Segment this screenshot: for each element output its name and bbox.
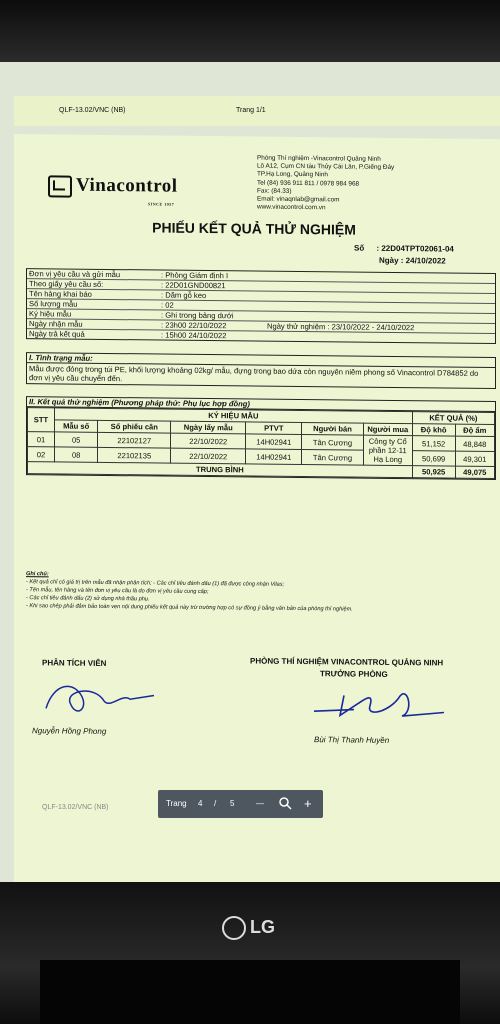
table-row: 01 05 22102127 22/10/2022 14H02941 Tân Cương Công ty Cổ phần 12-11 Hạ Long 51,152 48,848 [28, 432, 495, 452]
analyst-name: Nguyễn Hồng Phong [32, 726, 107, 736]
lg-circle-icon [222, 916, 246, 940]
page-indicator: Trang 1/1 [236, 107, 266, 114]
zoom-search-icon[interactable] [278, 796, 292, 810]
footer-form-code: QLF-13.02/VNC (NB) [42, 804, 109, 811]
info-row: Ngày trả kết quả : 15h00 24/10/2022 [29, 329, 227, 341]
info-row: Theo giấy yêu cầu số: : 22D01GND00821 [27, 279, 495, 294]
page-total: 5 [230, 799, 235, 808]
info-row: Ngày nhận mẫu : 23h00 22/10/2022 Ngày thử nghiệm : 23/10/2022 - 24/10/2022 [27, 319, 495, 334]
head-title: TRƯỞNG PHÒNG [320, 669, 388, 679]
previous-page-footer [14, 96, 500, 126]
page-separator: / [214, 799, 217, 808]
table-row: 02 08 22102135 22/10/2022 14H02941 Tân Cương 50,699 49,301 [28, 447, 495, 467]
zoom-out-button[interactable]: — [256, 799, 264, 808]
info-row: Số lượng mẫu : 02 [27, 299, 495, 314]
analyst-title: PHÂN TÍCH VIÊN [42, 658, 107, 668]
notes: Ghi chú: - Kết quả chỉ có giá trị trên mẫu đã nhận phân tích; - Các chỉ tiêu đánh dấu (1) đã được công nhận Vilas; - Tên mẫu, tên hàng và tên đơn vị yêu cầu là do đơn vị yêu cầu cung cấp; - Các chỉ tiêu đánh dấu (2) sử dụng nhà thầu phụ. - Khi sao chép phải đảm bảo toàn vẹn nội dung phiếu kết quả này trừ trường hợp có sự đồng ý bằng văn bản của phòng thí nghiệm. [26, 571, 353, 613]
average-row: TRUNG BÌNH 50,925 49,075 [28, 462, 495, 479]
monitor-bezel-top [0, 0, 500, 62]
head-name: Bùi Thị Thanh Huyền [314, 735, 390, 745]
document-page [14, 134, 500, 882]
letterhead [14, 152, 494, 227]
lab-address: Phòng Thí nghiệm -Vinacontrol Quảng Ninh Lô A12, Cụm CN tàu Thủy Cái Lân, P.Giếng Đáy TP.Hạ Long, Quảng Ninh Tel (84) 936 911 811 / 0978 984 968 Fax: (84.33) Email: vinaqnlab@gmail.com www.vinacontrol.com.vn [257, 154, 395, 212]
zoom-in-button[interactable]: + [304, 796, 312, 811]
sample-info [26, 268, 496, 344]
page-current-input[interactable]: 4 [198, 799, 203, 808]
lg-logo: LG [222, 916, 275, 940]
results-table: STT KÝ HIỆU MẪU KẾT QUẢ (%) Mẫu số Số phiếu cân Ngày lấy mẫu PTVT Người bán Người mua Độ khô Độ ẩm 01 05 22102127 22/10/2022 14H02941 Tân Cương Công ty Cổ phần 12-11 Hạ Long 51,152 48,848 02 08 22102135 22/10/2022 14H02941 Tân Cương 50,699 49,301 TRUNG BÌNH 50,925 49,075 [27, 407, 495, 479]
results-section: II. Kết quả thử nghiệm (Phương pháp thử: Phụ lục hợp đồng) STT KÝ HIỆU MẪU KẾT QUẢ (%) Mẫu số Số phiếu cân Ngày lấy mẫu PTVT Người bán Người mua Độ khô Độ ẩm 01 05 22102127 22/10/2022 14H02941 Tân Cương Công ty Cổ phần 12-11 Hạ Long 51,152 48,848 02 08 22102135 22/10/2022 14H02941 Tân Cương 50,699 49,301 TRUNG BÌNH 50,925 49,075 [26, 396, 496, 480]
pdf-toolbar [158, 790, 323, 818]
monitor-bezel-bottom [0, 882, 500, 1024]
screen [0, 62, 500, 882]
analyst-signature [34, 672, 164, 723]
page-label: Trang [166, 799, 187, 808]
info-row: Ký hiệu mẫu : Ghi trong bảng dưới [27, 309, 495, 324]
sample-condition: I. Tình trạng mẫu: Mẫu được đóng trong túi PE, khối lượng khoảng 02kg/ mẫu, đựng trong bao dứa còn nguyên niêm phong số Vinacontrol D784852 do đơn vị yêu cầu chuyển đến. [26, 352, 496, 389]
vinacontrol-logo: Vinacontrol SINCE 1957 [48, 174, 178, 198]
lab-title: PHÒNG THÍ NGHIỆM VINACONTROL QUẢNG NINH [250, 656, 444, 668]
document-title: PHIẾU KẾT QUẢ THỬ NGHIỆM [152, 219, 356, 238]
report-number: Số : 22D04TPT02061-04 [354, 243, 454, 254]
report-date: Ngày : 24/10/2022 [379, 255, 446, 266]
form-code: QLF-13.02/VNC (NB) [59, 107, 126, 114]
head-signature [304, 681, 454, 727]
info-row: Tên hàng khai báo : Dăm gỗ keo [27, 289, 495, 304]
monitor-stand [40, 960, 460, 1024]
scale-icon [48, 175, 72, 197]
info-row: Đơn vị yêu cầu và gửi mẫu : Phòng Giám định I [27, 269, 495, 284]
